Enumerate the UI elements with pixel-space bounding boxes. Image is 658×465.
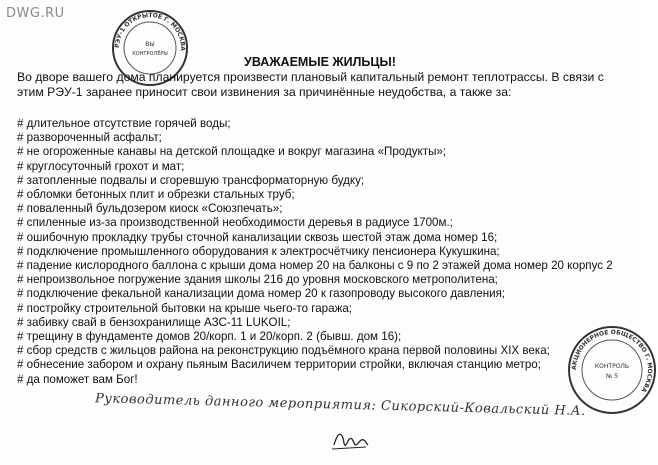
document-title: УВАЖАЕМЫЕ ЖИЛЬЦЫ! <box>244 55 396 69</box>
list-item: # обнесение забором и охрану пьяным Василичем территории стройки, включая станцию метро; <box>17 358 541 372</box>
right-stamp-line2: № 5 <box>606 373 618 380</box>
list-item: # непроизвольное погружение здания школы 216 до уровня московского метрополитена; <box>17 273 498 287</box>
list-item: # постройку строительной бытовки на крыше чьего-то гаража; <box>17 301 352 315</box>
apology-list <box>17 117 617 387</box>
list-item: # трещину в фундаменте домов 20/корп. 1 и 20/корп. 2 (бывш. дом 16); <box>17 330 402 344</box>
list-item: # развороченный асфальт; <box>17 131 162 145</box>
intro-paragraph: Во дворе вашего дома планируется произвести плановый капитальный ремонт теплотрассы. В связи с этим РЭУ-1 заранее приносит свои извинения за причинённые неудобства, а также за: <box>17 70 604 99</box>
list-item: # подключение фекальной канализации дома номер 20 к газопроводу высокого давления; <box>17 287 506 301</box>
handwritten-signature-mark <box>330 425 370 455</box>
list-item: # забивку свай в бензохранилище АЗС-11 LUKOIL; <box>17 315 291 329</box>
list-item: # длительное отсутствие горячей воды; <box>17 117 231 130</box>
list-item: # поваленный бульдозером киоск «Союзпечать»; <box>17 202 283 216</box>
signature-line: Руководитель данного мероприятия: Сикорский-Ковальский Н.А. <box>94 391 586 420</box>
top-stamp-line1: ВЫ <box>145 41 155 48</box>
list-item: # падение кислородного баллона с крыши дома номер 20 на балконы с 9 по 2 этажей дома номер 20 корпус 2 <box>17 259 613 273</box>
list-item: # ошибочную прокладку трубы сточной канализации сквозь шестой этаж дома номер 16; <box>17 230 498 244</box>
right-stamp-ring-text: АКЦИОНЕРНОЕ ОБЩЕСТВО Г. МОСКВА <box>570 328 654 394</box>
list-item: # затопленные подвалы и сгоревшую трансформаторную будку; <box>17 173 365 187</box>
list-item: # да поможет вам Бог! <box>17 372 138 386</box>
top-stamp-ring-text: РЭУ-1 ОТКРЫТОЕ Г. МОСКВА <box>113 11 187 52</box>
list-item: # спиленные из-за производственной необходимости деревья в радиусе 1700м.; <box>17 216 453 230</box>
list-item: # сбор средств с жильцов района на реконструкцию подъёмного крана первой половины XIX века; <box>17 344 550 358</box>
right-stamp-line1: КОНТРОЛЬ <box>594 363 630 370</box>
list-item: # обломки бетонных плит и обрезки стальных труб; <box>17 188 295 202</box>
list-item: # не огороженные канавы на детской площадке и вокруг магазина «Продукты»; <box>17 145 447 159</box>
list-item: # подключение промышленного оборудования к электросчётчику пенсионера Кукушкина; <box>17 244 500 258</box>
top-stamp-line2: КОНТРОЛЁРЫ <box>132 51 168 57</box>
site-watermark: DWG.RU <box>6 6 65 21</box>
list-item: # круглосуточный грохот и мат; <box>17 159 185 173</box>
